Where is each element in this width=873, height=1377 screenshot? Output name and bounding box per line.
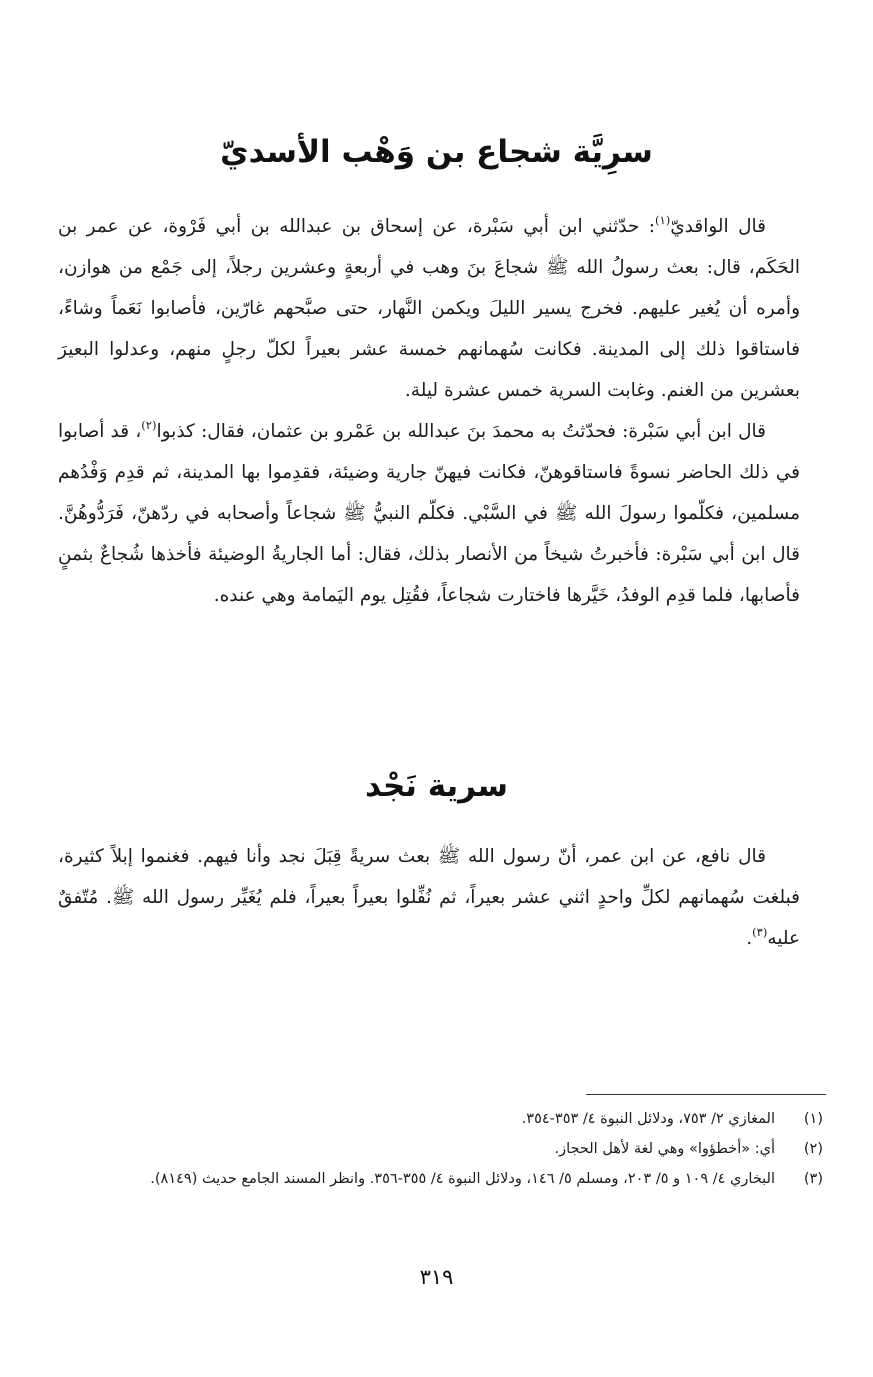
footnote-text: أي: «أخطؤوا» وهي لغة لأهل الحجاز. — [554, 1141, 775, 1157]
footnote — [53, 1104, 823, 1134]
section-title-najd-raid: سرية نَجْد — [365, 768, 508, 804]
footnote-ref[interactable]: (٢) — [141, 418, 157, 432]
footnote — [53, 1164, 823, 1194]
footnote-divider — [586, 1094, 826, 1095]
paragraph-text: قال ابن أبي سَبْرة: فحدّثتُ به محمدَ بنَ عبدالله بن عَمْرو بن عثمان، فقال: كذبوا — [156, 421, 766, 442]
paragraph — [58, 206, 800, 411]
paragraph-text: . — [746, 928, 753, 949]
paragraph-text: : حدّثني ابن أبي سَبْرة، عن إسحاق بن عبدالله بن أبي فَرْوة، عن عمر بن الحَكَم، قال: بعث رسولُ الله ﷺ شجاعَ بنَ وهب في أربعةٍ وعشرين رجلاً، إلى جَمْع من هوازن، وأمره أن يُغير عليهم. فخرج يسير الليلَ ويكمن النَّهار، حتى صبَّحهم غارّين، فأصابوا نَعَماً وشاءً، فاستاقوا ذلك إلى المدينة. فكانت سُهمانهم خمسة عشر بعيراً لكلّ رجلٍ منهم، وعدلوا البعيرَ بعشرين من الغنم. وغابت السرية خمس عشرة ليلة. — [58, 216, 801, 401]
section-title-shuja-raid: سرِيَّة شجاع بن وَهْب الأسديّ — [220, 134, 653, 170]
page-number: ٣١٩ — [419, 1265, 454, 1289]
paragraph-text: قال نافع، عن ابن عمر، أنّ رسول الله ﷺ بعث سريةً قِبَلَ نجد وأنا فيهم. فغنموا إبلاً كثيرة، فبلغت سُهمانهم لكلِّ واحدٍ اثني عشر بعيراً، ثم نُفِّلوا بعيراً بعيراً، فلم يُغَيِّر رسول الله ﷺ. مُتّفقٌ عليه — [58, 846, 800, 949]
footnotes — [53, 1104, 823, 1194]
footnote-number: (٣) — [803, 1171, 823, 1187]
paragraph-text: ، قد أصابوا في ذلك الحاضر نسوةً فاستاقوهنّ، فكانت فيهنّ جارية وضيئة، فقدِموا بها المدينة، ثم قدِم وَفْدُهم مسلمين، فكلّموا رسولَ الله ﷺ في السَّبْي. فكلّم النبيُّ ﷺ شجاعاً وأصحابه في ردّهنّ، فَرَدُّوهُنَّ. قال ابن أبي سَبْرة: فأخبرتُ شيخاً من الأنصار بذلك، فقال: أما الجاريةُ الوضيئة فأخذها شُجاعٌ بثمنٍ فأصابها، فلما قدِم الوفدُ، خَيَّرها فاختارت شجاعاً، فقُتِل يوم اليَمامة وهي عنده. — [58, 421, 800, 606]
footnote-ref[interactable]: (١) — [655, 213, 671, 227]
paragraph — [58, 836, 800, 959]
paragraph — [58, 411, 800, 616]
paragraph-text: قال الواقديّ — [670, 216, 767, 237]
footnote — [53, 1134, 823, 1164]
footnote-text: المغازي ٢/ ٧٥٣، ودلائل النبوة ٤/ ٣٥٣-٣٥٤. — [521, 1111, 775, 1127]
section-body-shuja-raid — [58, 206, 800, 616]
footnote-text: البخاري ٤/ ١٠٩ و ٥/ ٢٠٣، ومسلم ٥/ ١٤٦، ودلائل النبوة ٤/ ٣٥٥-٣٥٦. وانظر المسند الجامع حديث (٨١٤٩). — [150, 1171, 775, 1187]
footnote-ref[interactable]: (٣) — [752, 925, 768, 939]
footnote-number: (١) — [803, 1111, 823, 1127]
footnote-number: (٢) — [803, 1141, 823, 1157]
section-body-najd-raid — [58, 836, 800, 959]
